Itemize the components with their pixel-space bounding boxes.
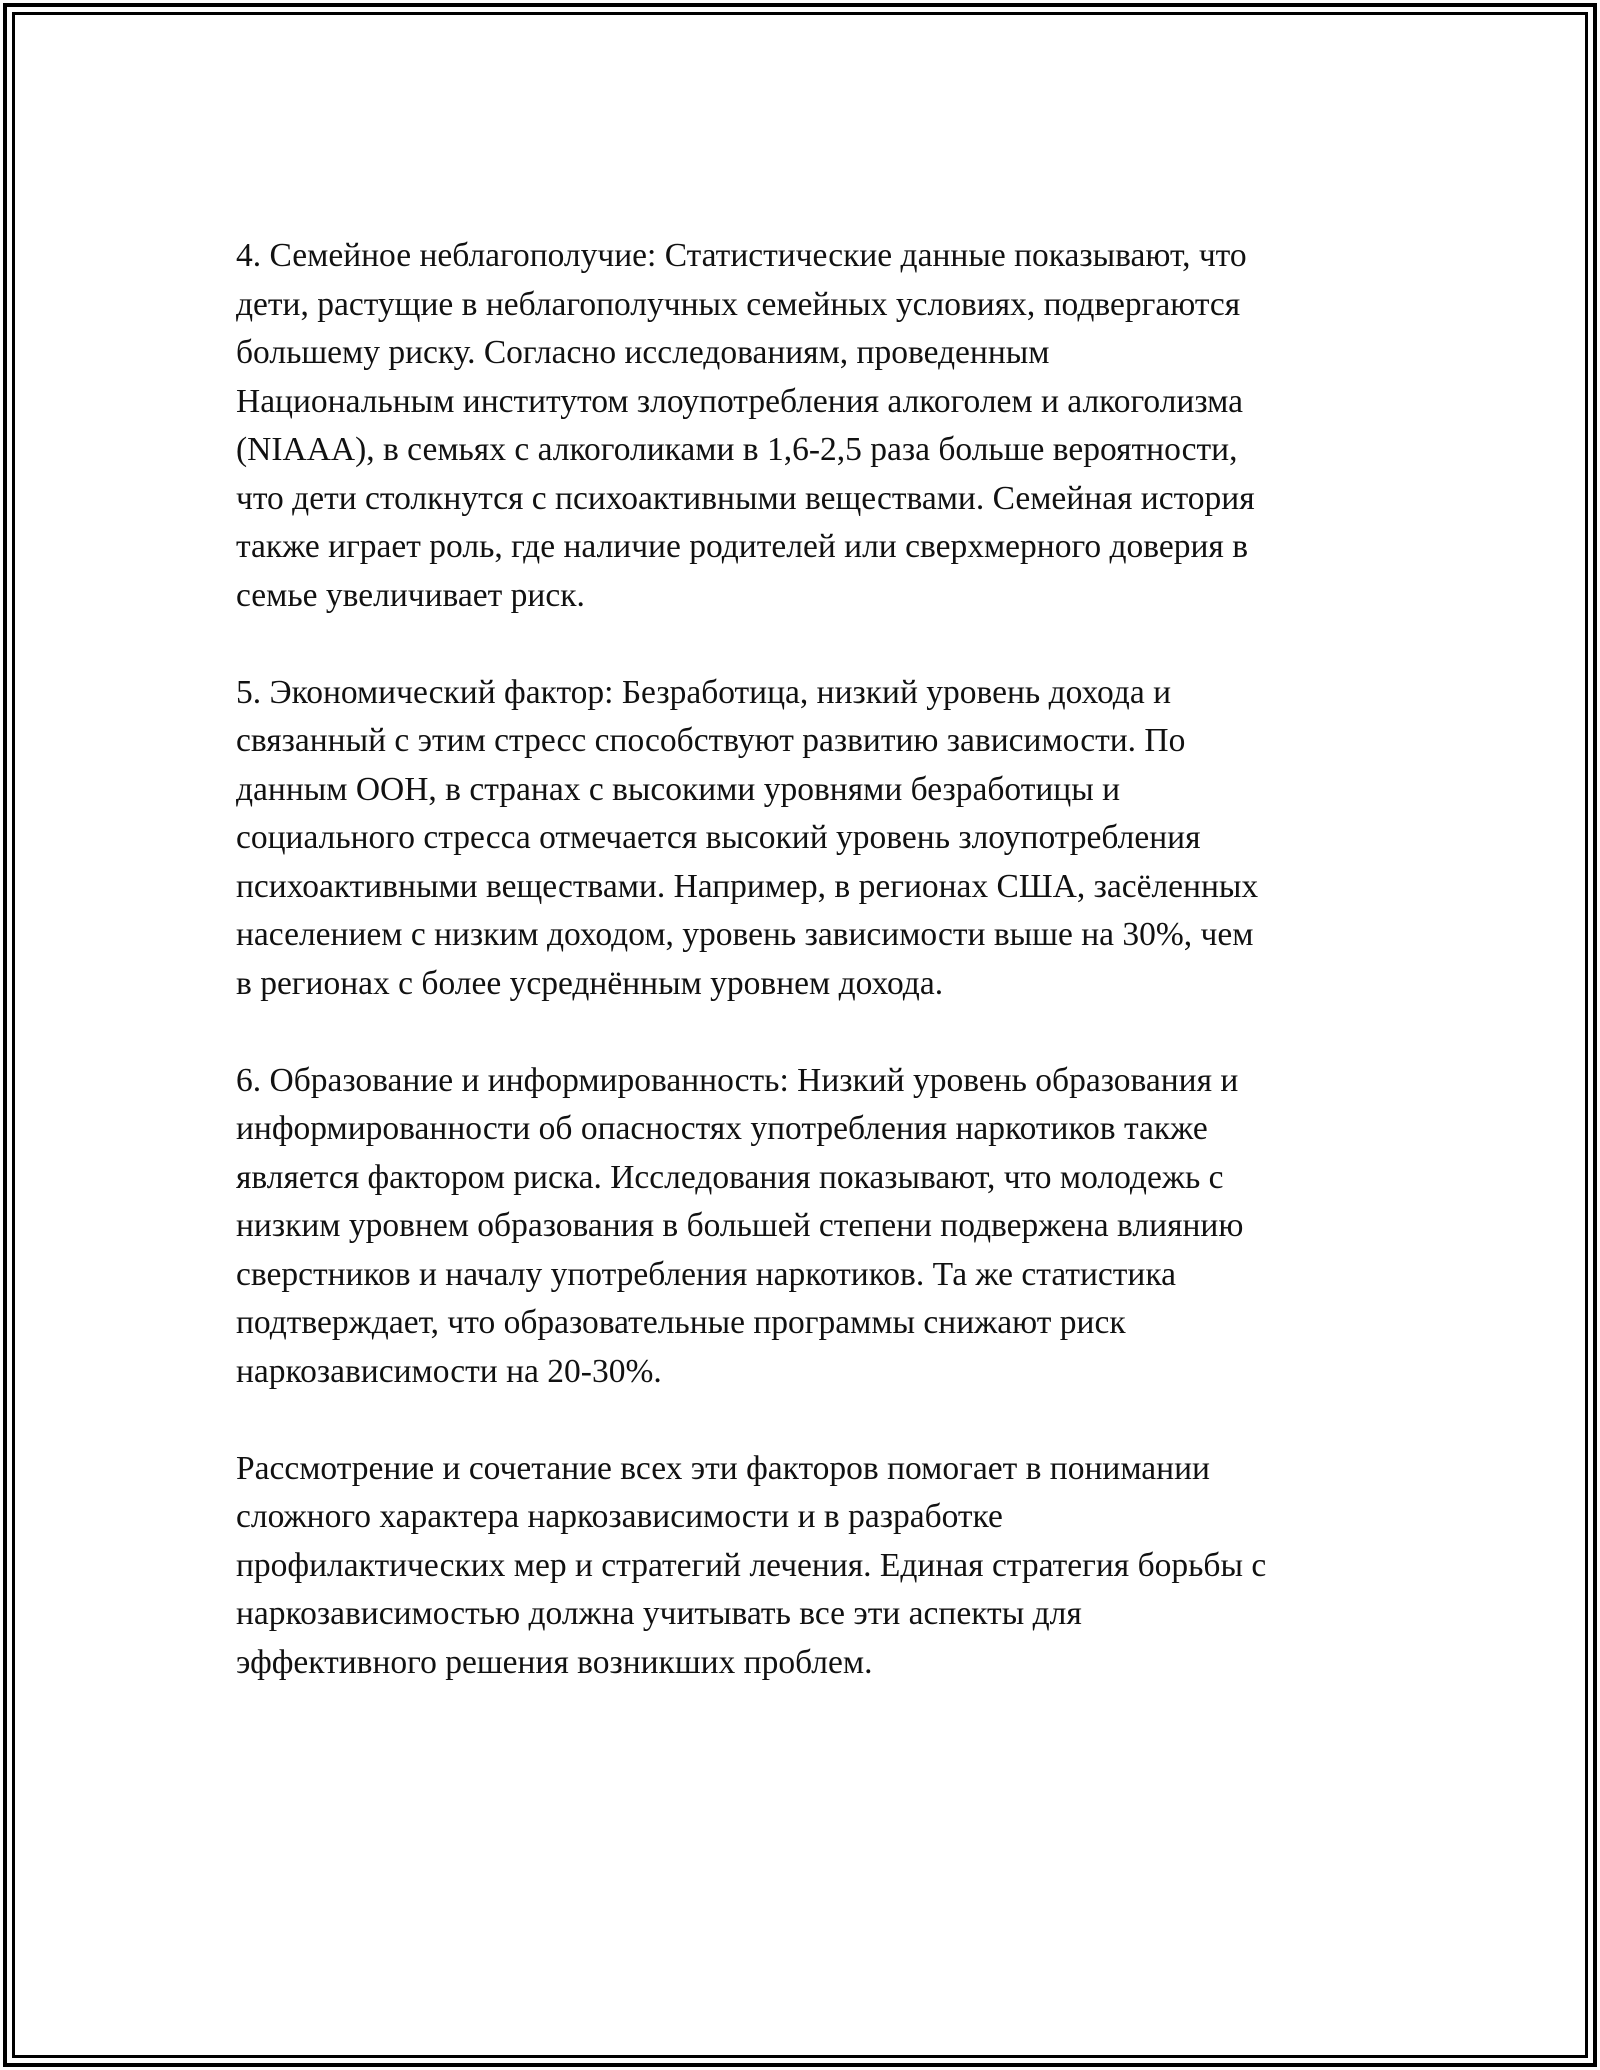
text-line: связанный с этим стресс способствуют развитию зависимости. По (236, 722, 1186, 759)
text-line: дети, растущие в неблагополучных семейных условиях, подвергаются (236, 285, 1241, 323)
text-line: Национальным институтом злоупотребления алкоголем и алкоголизма (236, 382, 1243, 420)
text-line: подтверждает, что образовательные программы снижают риск (236, 1304, 1126, 1341)
text-line: Рассмотрение и сочетание всех эти факторов помогает в понимании (236, 1449, 1210, 1487)
text-line: наркозависимости на 20-30%. (236, 1352, 662, 1390)
text-line: эффективного решения возникших проблем. (236, 1643, 873, 1681)
text-line: данным ООН, в странах с высокими уровнями безработицы и (236, 770, 1121, 808)
text-line: информированности об опасностях употребления наркотиков также (236, 1110, 1208, 1147)
text-line: 5. Экономический фактор: Безработица, низкий уровень дохода и (236, 673, 1172, 711)
paragraph-family-factor (236, 232, 1376, 620)
text-line: что дети столкнутся с психоактивными веществами. Семейная история (236, 479, 1255, 517)
text-line: семье увеличивает риск. (236, 576, 585, 614)
text-line: сверстников и началу употребления наркотиков. Та же статистика (236, 1255, 1176, 1293)
paragraph-conclusion (236, 1445, 1376, 1688)
text-line: социального стресса отмечается высокий уровень злоупотребления (236, 819, 1201, 856)
paragraph-economic-factor (236, 669, 1376, 1009)
text-line: 6. Образование и информированность: Низкий уровень образования и (236, 1061, 1239, 1099)
text-line: 4. Семейное неблагополучие: Статистические данные показывают, что (236, 237, 1247, 274)
document-body (236, 232, 1376, 1736)
text-line: (NIAAA), в семьях с алкоголиками в 1,6-2,5 раза больше вероятности, (236, 431, 1238, 468)
text-line: профилактических мер и стратегий лечения. Единая стратегия борьбы с (236, 1546, 1267, 1584)
text-line: населением с низким доходом, уровень зависимости выше на 30%, чем (236, 916, 1254, 953)
text-line: большему риску. Согласно исследованиям, проведенным (236, 334, 1050, 371)
text-line: сложного характера наркозависимости и в разработке (236, 1498, 1003, 1535)
text-line: также играет роль, где наличие родителей или сверхмерного доверия в (236, 528, 1249, 565)
text-line: в регионах с более усреднённым уровнем дохода. (236, 964, 944, 1002)
text-line: является фактором риска. Исследования показывают, что молодежь с (236, 1158, 1224, 1196)
text-line: низким уровнем образования в большей степени подвержена влиянию (236, 1207, 1244, 1244)
text-line: психоактивными веществами. Например, в регионах США, засёленных (236, 867, 1259, 905)
paragraph-education-factor (236, 1057, 1376, 1397)
text-line: наркозависимостью должна учитывать все эти аспекты для (236, 1595, 1082, 1632)
